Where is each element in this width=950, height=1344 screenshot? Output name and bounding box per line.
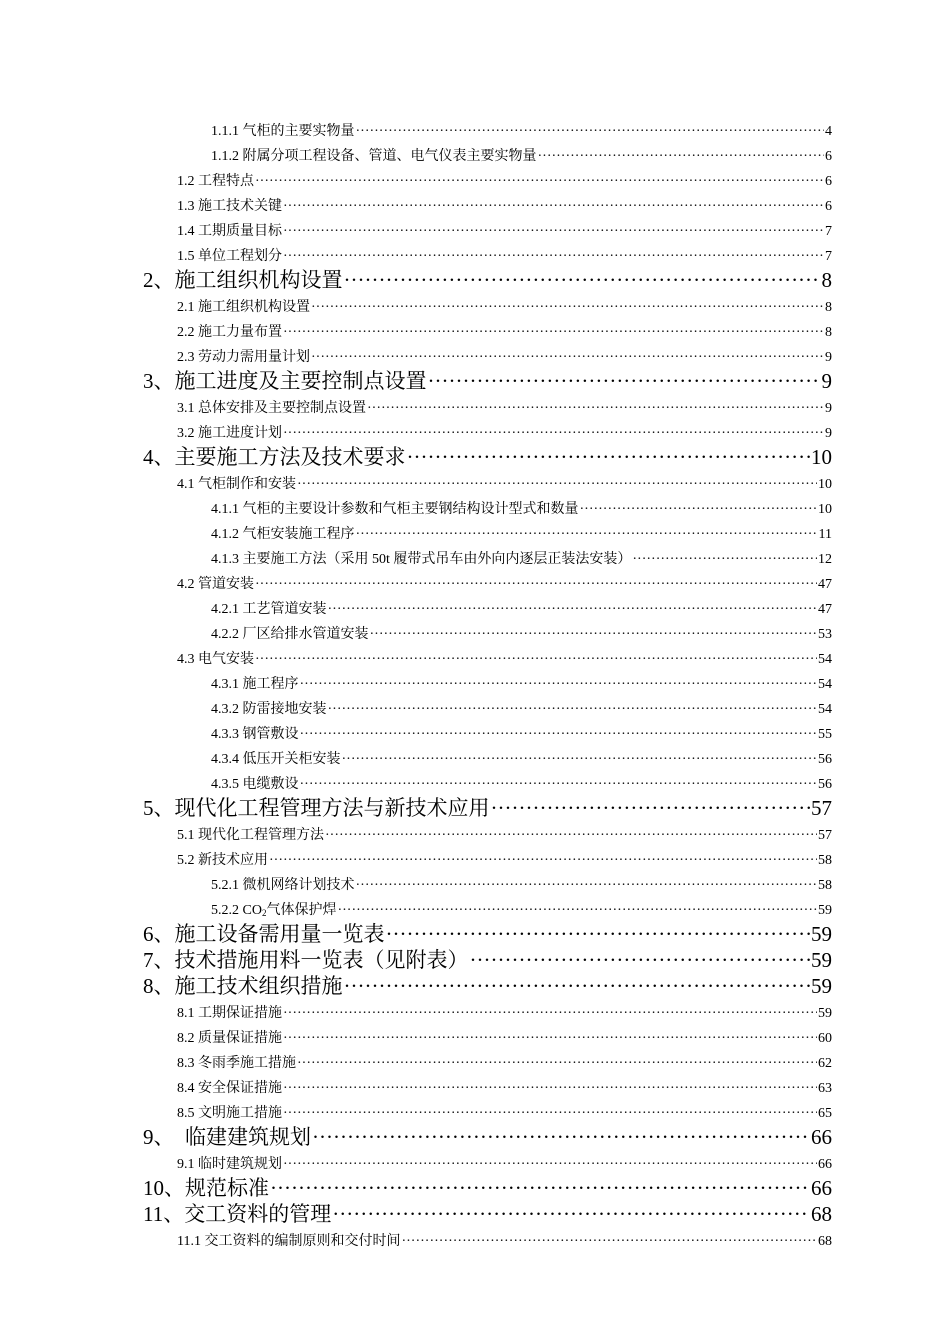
dot-leader bbox=[428, 368, 821, 394]
toc-entry-page: 59 bbox=[818, 1006, 832, 1021]
toc-entry-page: 57 bbox=[818, 828, 832, 843]
dot-leader bbox=[283, 1101, 817, 1126]
toc-chapter[interactable] bbox=[143, 1175, 832, 1201]
toc-chapter-page: 10 bbox=[811, 445, 832, 469]
toc-entry-page: 56 bbox=[818, 752, 832, 767]
toc-entry-label: 4.3.2 防雷接地安装 bbox=[211, 702, 327, 717]
toc-entry-page: 6 bbox=[825, 199, 832, 214]
toc-entry[interactable] bbox=[177, 1026, 832, 1051]
dot-leader bbox=[386, 921, 811, 947]
dot-leader bbox=[311, 295, 824, 320]
dot-leader bbox=[538, 144, 825, 169]
toc-chapter-label: 11、交工资料的管理 bbox=[143, 1202, 332, 1226]
toc-entry-page: 6 bbox=[825, 149, 832, 164]
toc-entry-label: 3.2 施工进度计划 bbox=[177, 426, 282, 441]
dot-leader bbox=[283, 194, 824, 219]
dot-leader bbox=[491, 795, 811, 821]
dot-leader bbox=[367, 396, 824, 421]
toc-chapter-label: 9、 临建建筑规划 bbox=[143, 1125, 311, 1149]
toc-entry[interactable] bbox=[177, 823, 832, 848]
toc-entry-page: 7 bbox=[825, 224, 832, 239]
toc-entry-page: 7 bbox=[825, 249, 832, 264]
toc-entry-page: 62 bbox=[818, 1056, 832, 1071]
toc-entry[interactable] bbox=[177, 1152, 832, 1177]
toc-entry-page: 9 bbox=[825, 350, 832, 365]
toc-chapter[interactable] bbox=[143, 795, 832, 821]
toc-entry[interactable] bbox=[177, 647, 832, 672]
toc-entry[interactable] bbox=[177, 194, 832, 219]
toc-entry[interactable] bbox=[211, 697, 832, 722]
toc-entry[interactable] bbox=[177, 345, 832, 370]
toc-entry-label: 5.2.1 微机网络计划技术 bbox=[211, 878, 355, 893]
toc-entry-page: 10 bbox=[818, 477, 832, 492]
toc-chapter-label: 2、施工组织机构设置 bbox=[143, 268, 343, 292]
label-suffix: 气体保护焊 bbox=[266, 903, 337, 918]
toc-entry-label: 2.1 施工组织机构设置 bbox=[177, 300, 310, 315]
dot-leader bbox=[356, 873, 818, 898]
toc-chapter[interactable] bbox=[143, 1124, 832, 1150]
toc-entry-label: 1.1.1 气柜的主要实物量 bbox=[211, 124, 355, 139]
toc-entry-label: 8.5 文明施工措施 bbox=[177, 1106, 282, 1121]
toc-entry-page: 68 bbox=[818, 1234, 832, 1249]
toc-entry-label: 1.5 单位工程划分 bbox=[177, 249, 282, 264]
toc-entry[interactable] bbox=[211, 144, 832, 169]
toc-chapter-page: 9 bbox=[821, 369, 832, 393]
dot-leader bbox=[332, 1201, 810, 1227]
toc-entry-page: 56 bbox=[818, 777, 832, 792]
toc-entry-label: 4.3.3 钢管敷设 bbox=[211, 727, 299, 742]
dot-leader bbox=[356, 522, 818, 547]
toc-chapter-page: 59 bbox=[811, 974, 832, 998]
dot-leader bbox=[370, 622, 818, 647]
toc-entry-label: 4.3.5 电缆敷设 bbox=[211, 777, 299, 792]
dot-leader bbox=[580, 497, 818, 522]
toc-entry-label: 4.1.2 气柜安装施工程序 bbox=[211, 527, 355, 542]
toc-entry-label: 1.4 工期质量目标 bbox=[177, 224, 282, 239]
toc-entry[interactable] bbox=[211, 672, 832, 697]
toc-entry-label: 5.1 现代化工程管理方法 bbox=[177, 828, 324, 843]
toc-entry-page: 47 bbox=[818, 602, 832, 617]
toc-chapter-label: 6、施工设备需用量一览表 bbox=[143, 922, 385, 946]
toc-chapter-label: 8、施工技术组织措施 bbox=[143, 974, 343, 998]
toc-entry-page: 10 bbox=[818, 502, 832, 517]
dot-leader bbox=[407, 444, 811, 470]
dot-leader bbox=[632, 547, 817, 572]
subscript-2: 2 bbox=[261, 908, 267, 918]
dot-leader bbox=[470, 947, 811, 973]
toc-entry-page: 4 bbox=[825, 124, 832, 139]
toc-entry-label: 4.2 管道安装 bbox=[177, 577, 254, 592]
toc-entry-label: 8.4 安全保证措施 bbox=[177, 1081, 282, 1096]
toc-chapter-label: 10、规范标准 bbox=[143, 1176, 269, 1200]
toc-entry[interactable] bbox=[211, 497, 832, 522]
label-prefix: 5.2.2 CO bbox=[211, 903, 262, 918]
toc-entry[interactable] bbox=[177, 244, 832, 269]
toc-entry-label: 9.1 临时建筑规划 bbox=[177, 1157, 282, 1172]
toc-entry-page: 55 bbox=[818, 727, 832, 742]
toc-chapter[interactable] bbox=[143, 267, 832, 293]
dot-leader bbox=[344, 267, 821, 293]
toc-chapter[interactable] bbox=[143, 921, 832, 947]
toc-chapter-label: 7、技术措施用料一览表（见附表） bbox=[143, 948, 469, 972]
dot-leader bbox=[312, 1124, 810, 1150]
toc-entry[interactable] bbox=[177, 421, 832, 446]
toc-entry[interactable] bbox=[177, 572, 832, 597]
dot-leader bbox=[337, 898, 817, 923]
toc-entry[interactable] bbox=[177, 1051, 832, 1076]
toc-entry-label: 2.2 施工力量布置 bbox=[177, 325, 282, 340]
toc-entry-label: 5.2 新技术应用 bbox=[177, 853, 268, 868]
toc-entry-page: 11 bbox=[818, 527, 832, 542]
toc-chapter[interactable] bbox=[143, 444, 832, 470]
toc-entry[interactable] bbox=[211, 898, 832, 923]
toc-entry[interactable] bbox=[211, 722, 832, 747]
toc-entry-label: 4.2.2 厂区给排水管道安装 bbox=[211, 627, 369, 642]
toc-entry[interactable] bbox=[177, 848, 832, 873]
dot-leader bbox=[283, 421, 824, 446]
toc-entry-page: 9 bbox=[825, 426, 832, 441]
dot-leader bbox=[300, 722, 818, 747]
toc-entry-page: 60 bbox=[818, 1031, 832, 1046]
dot-leader bbox=[255, 572, 817, 597]
toc-entry-page: 54 bbox=[818, 677, 832, 692]
toc-entry-label: 8.2 质量保证措施 bbox=[177, 1031, 282, 1046]
dot-leader bbox=[269, 848, 817, 873]
toc-entry-page: 9 bbox=[825, 401, 832, 416]
toc-entry-page: 6 bbox=[825, 174, 832, 189]
dot-leader bbox=[283, 1026, 817, 1051]
toc-entry-page: 54 bbox=[818, 652, 832, 667]
toc-entry[interactable] bbox=[211, 547, 832, 572]
toc-entry-page: 63 bbox=[818, 1081, 832, 1096]
toc-chapter-page: 66 bbox=[811, 1125, 832, 1149]
toc-chapter-label: 4、主要施工方法及技术要求 bbox=[143, 445, 406, 469]
dot-leader bbox=[255, 169, 824, 194]
dot-leader bbox=[297, 472, 817, 497]
toc-entry[interactable] bbox=[177, 219, 832, 244]
toc-entry-page: 58 bbox=[818, 878, 832, 893]
toc-chapter-page: 66 bbox=[811, 1176, 832, 1200]
toc-entry-page: 65 bbox=[818, 1106, 832, 1121]
dot-leader bbox=[344, 973, 811, 999]
toc-entry-page: 58 bbox=[818, 853, 832, 868]
dot-leader bbox=[283, 1076, 817, 1101]
toc-entry-page: 53 bbox=[818, 627, 832, 642]
dot-leader bbox=[283, 320, 824, 345]
dot-leader bbox=[401, 1229, 817, 1254]
toc-entry[interactable] bbox=[177, 320, 832, 345]
toc-entry-label: 1.3 施工技术关键 bbox=[177, 199, 282, 214]
toc-entry-page: 54 bbox=[818, 702, 832, 717]
toc-entry[interactable] bbox=[177, 396, 832, 421]
dot-leader bbox=[255, 647, 817, 672]
dot-leader bbox=[325, 823, 817, 848]
toc-entry[interactable] bbox=[177, 169, 832, 194]
dot-leader bbox=[283, 1001, 817, 1026]
dot-leader bbox=[283, 1152, 817, 1177]
toc-chapter[interactable] bbox=[143, 1201, 832, 1227]
toc-entry[interactable] bbox=[211, 597, 832, 622]
toc-entry-label: 3.1 总体安排及主要控制点设置 bbox=[177, 401, 366, 416]
dot-leader bbox=[328, 597, 818, 622]
toc-entry[interactable] bbox=[177, 1229, 832, 1254]
toc-chapter[interactable] bbox=[143, 368, 832, 394]
toc-entry[interactable] bbox=[177, 1001, 832, 1026]
dot-leader bbox=[283, 219, 824, 244]
toc-chapter-page: 59 bbox=[811, 948, 832, 972]
toc-entry-page: 8 bbox=[825, 325, 832, 340]
dot-leader bbox=[300, 772, 818, 797]
toc-entry[interactable] bbox=[211, 622, 832, 647]
toc-entry[interactable] bbox=[211, 119, 832, 144]
toc-entry-label: 4.1 气柜制作和安装 bbox=[177, 477, 296, 492]
toc-entry-label: 4.1.3 主要施工方法（采用 50t 履带式吊车由外向内逐层正装法安装） bbox=[211, 552, 632, 567]
toc-chapter-page: 68 bbox=[811, 1202, 832, 1226]
dot-leader bbox=[356, 119, 825, 144]
toc-entry[interactable] bbox=[211, 522, 832, 547]
toc-entry-page: 66 bbox=[818, 1157, 832, 1172]
toc-entry-label: 8.3 冬雨季施工措施 bbox=[177, 1056, 296, 1071]
dot-leader bbox=[311, 345, 824, 370]
toc-entry-label: 1.1.2 附属分项工程设备、管道、电气仪表主要实物量 bbox=[211, 149, 537, 164]
toc-entry-label: 1.2 工程特点 bbox=[177, 174, 254, 189]
toc-entry-page: 47 bbox=[818, 577, 832, 592]
toc-chapter-label: 5、现代化工程管理方法与新技术应用 bbox=[143, 796, 490, 820]
dot-leader bbox=[300, 672, 818, 697]
toc-chapter-page: 59 bbox=[811, 922, 832, 946]
toc-entry[interactable] bbox=[177, 472, 832, 497]
dot-leader bbox=[270, 1175, 810, 1201]
dot-leader bbox=[328, 697, 818, 722]
toc-chapter[interactable] bbox=[143, 973, 832, 999]
toc-entry[interactable] bbox=[177, 1076, 832, 1101]
toc-entry-label: 4.3.1 施工程序 bbox=[211, 677, 299, 692]
toc-entry[interactable] bbox=[177, 1101, 832, 1126]
dot-leader bbox=[283, 244, 824, 269]
toc-entry-label: 2.3 劳动力需用量计划 bbox=[177, 350, 310, 365]
toc-entry-page: 59 bbox=[818, 903, 832, 918]
toc-entry-label: 8.1 工期保证措施 bbox=[177, 1006, 282, 1021]
toc-entry-label: 4.1.1 气柜的主要设计参数和气柜主要钢结构设计型式和数量 bbox=[211, 502, 579, 517]
toc-chapter-label: 3、施工进度及主要控制点设置 bbox=[143, 369, 427, 393]
toc-chapter-page: 57 bbox=[811, 796, 832, 820]
toc-chapter-page: 8 bbox=[821, 268, 832, 292]
toc-entry[interactable] bbox=[211, 873, 832, 898]
toc-entry-page: 12 bbox=[818, 552, 832, 567]
toc-entry-label: 11.1 交工资料的编制原则和交付时间 bbox=[177, 1234, 401, 1249]
toc-entry[interactable] bbox=[177, 295, 832, 320]
toc-entry-label: 4.2.1 工艺管道安装 bbox=[211, 602, 327, 617]
toc-entry[interactable] bbox=[211, 747, 832, 772]
dot-leader bbox=[342, 747, 818, 772]
toc-entry-label: 4.3.4 低压开关柜安装 bbox=[211, 752, 341, 767]
toc-chapter[interactable] bbox=[143, 947, 832, 973]
dot-leader bbox=[297, 1051, 817, 1076]
toc-entry-page: 8 bbox=[825, 300, 832, 315]
toc-entry-label: 4.3 电气安装 bbox=[177, 652, 254, 667]
toc-entry[interactable] bbox=[211, 772, 832, 797]
